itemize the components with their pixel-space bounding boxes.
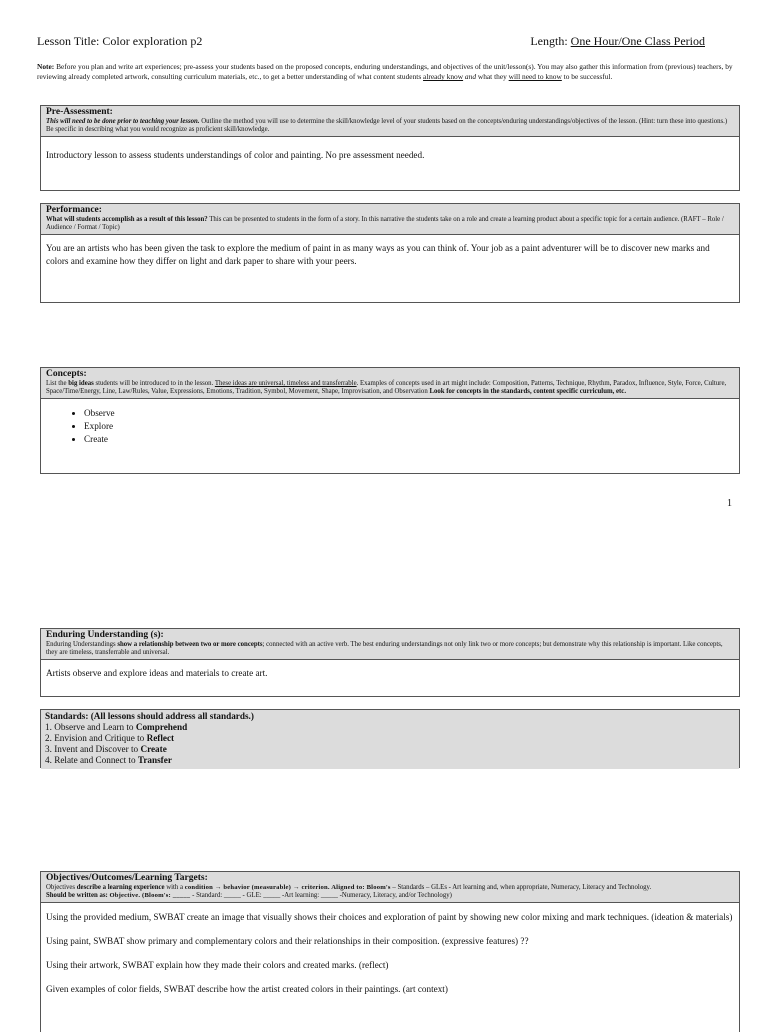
standards-block [41,710,739,769]
objectives-section [40,871,740,1032]
concepts-list [46,407,734,446]
performance-body: You are an artists who has been given the task to explore the medium of paint in as many ways as you can think of. Your job as a paint adventurer will be to discover new marks and colors and examine how they differ on light and dark paper to share with your peers. [46,243,710,267]
concepts-instr-a: List the [46,380,69,387]
objectives-l1-a: Objectives [46,884,77,891]
objectives-body [41,903,739,1012]
concepts-body [41,399,739,451]
objectives-l1-d: condition → behavior (measurable) → criterion. Aligned to: Bloom's [184,884,391,891]
concepts-header [41,368,739,399]
standard-verb: Transfer [137,755,172,765]
objectives-instruction-1 [46,884,734,892]
standard-item [45,722,735,733]
note-need-to-know: will need to know [508,72,562,82]
lesson-title-label: Lesson Title: [37,34,103,48]
list-item: • Explore [84,420,734,433]
standard-text: 4. Relate and Connect to [45,755,138,765]
objectives-heading: Objectives/Outcomes/Learning Targets: [46,873,208,883]
standard-text: 1. Observe and Learn to [45,722,136,732]
concepts-section [40,367,740,474]
list-item: • Observe [84,407,734,420]
lesson-length [530,34,705,49]
objective-item: Using paint, SWBAT show primary and complementary colors and their relationships in their composition. (expressive features) ?? [46,936,529,947]
performance-section [40,203,740,303]
list-item: • Create [84,433,734,446]
pre-assessment-heading: Pre-Assessment: [46,107,113,117]
standard-verb: Reflect [146,733,175,743]
concepts-heading: Concepts: [46,369,87,379]
enduring-body: Artists observe and explore ideas and materials to create art. [46,668,268,679]
performance-instruction: This can be presented to students in the form of a story. In this narrative the students take on a role and create a learning product about a specific topic for a certain audience. (RAFT – Role / Audience / Format / Topic) [46,216,724,232]
enduring-instr-a: Enduring Understandings [46,641,118,648]
concepts-universal: These ideas are universal, timeless and transferrable [214,380,357,387]
objective-item: Using the provided medium, SWBAT create an image that visually shows their choices and exploration of paint by showing new color mixing and mark techniques. (ideation & materials) [46,912,733,923]
lesson-title: Color exploration p2 [102,34,203,48]
standard-verb: Create [140,744,167,754]
concepts-instr-e: Look for concepts in the standards, content specific curriculum, etc. [429,388,627,396]
pre-assessment-header [41,106,739,137]
note-already-know: already know [423,72,464,82]
performance-header [41,204,739,235]
standard-item [45,733,735,744]
note-and: and [463,72,477,82]
objectives-l1-e: – Standards – GLEs - Art learning and, when appropriate, Numeracy, Literacy and Technology. [390,884,652,891]
length-value: One Hour/One Class Period [570,34,705,48]
note-text: Before you plan and write art experiences; pre-assess your students based on the proposed concepts, enduring understandings, and objectives of the unit/lesson(s). You may also gather this information from (previous) teachers, by reviewing already completed artwork, consulting curriculum materials, etc., to get a better understanding of what content students [37,62,733,82]
pre-assessment-body: Introductory lesson to assess students understandings of color and painting. No pre assessment needed. [46,150,425,161]
concepts-instr-c: students will be introduced to in the lesson. [93,380,215,387]
lesson-header [37,34,705,49]
standard-verb: Comprehend [135,722,188,732]
objectives-l1-b: describe a learning experience [76,884,165,891]
objective-item: Using their artwork, SWBAT explain how they made their colors and created marks. (reflect) [46,960,389,971]
enduring-heading: Enduring Understanding (s): [46,630,164,640]
objectives-l1-c: with a [164,884,185,891]
note-text-end: to be successful. [561,72,613,82]
enduring-understanding-section [40,628,740,697]
enduring-instr-b: show a relationship between two or more concepts [117,641,263,648]
pre-assessment-instruction: Outline the method you will use to determine the skill/knowledge level of your students based on the concepts/enduring understandings/objectives of the lesson. (Hint: turn these into questions.) Be specific in describing what you would recognize as proficient skill/knowledge. [46,118,728,134]
performance-instruction-bold: What will students accomplish as a result of this lesson? [46,216,208,223]
enduring-instr-c: ; connected with an active verb. The best enduring understandings not only link two or more concepts; but demonstrate why this relationship is important. Like concepts, they are timeless, transferrable and universal. [46,641,723,657]
standard-text: 2. Envision and Critique to [45,733,147,743]
standards-heading-text: Standards: (All lessons should address all standards.) [45,711,254,721]
note-label: Note: [37,62,55,71]
planning-note [37,62,737,82]
objectives-instruction-2 [46,892,734,900]
page-number: 1 [727,498,732,509]
standard-item [45,755,735,766]
performance-heading: Performance: [46,205,102,215]
pre-assessment-instruction-emphasis: This will need to be done prior to teaching your lesson. [46,118,200,125]
objectives-l2-b: Objective. (Bloom's: _____ [109,892,193,900]
length-label: Length: [530,34,571,48]
standards-section [40,709,740,768]
note-what: what they [476,72,509,82]
standard-item [45,744,735,755]
pre-assessment-section [40,105,740,191]
concepts-instr-d: . Examples of concepts used in art might include: Composition, Patterns, Technique, Rhythm, Paradox, Influence, Style, Force, Culture, Space/Time/Energy, Line, Law/Rules, Value, Expressions, Emotions, Tradition, Symbol, Movement, Shape, Improvisation, and Observation [46,380,727,396]
objectives-l2-a: Should be written as: [46,892,110,900]
standards-heading [45,711,735,722]
standard-text: 3. Invent and Discover to [45,744,141,754]
objectives-header [41,872,739,903]
objectives-l2-c: - Standard: _____ - GLE: _____ -Art learning: _____ -Numeracy, Literacy, and/or Technology) [192,892,452,900]
enduring-header [41,629,739,660]
concepts-big-ideas: big ideas [68,380,94,387]
objective-item: Given examples of color fields, SWBAT describe how the artist created colors in their paintings. (art context) [46,984,448,995]
